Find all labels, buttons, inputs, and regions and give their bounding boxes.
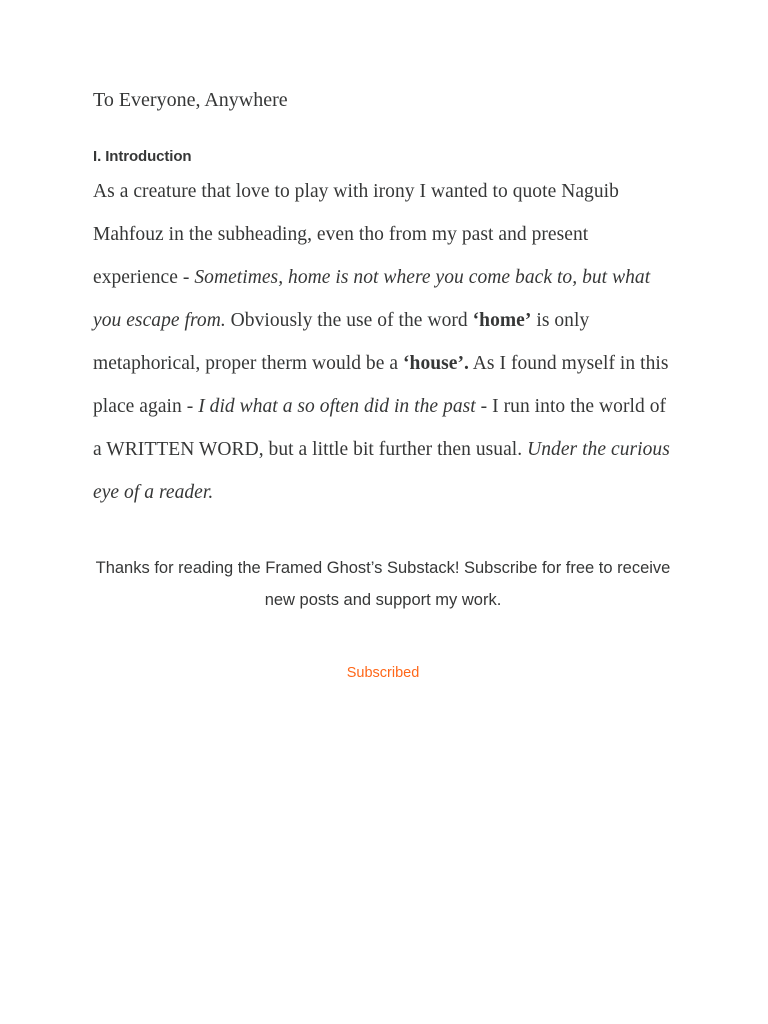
- paragraph-text: is only metaphorical, proper therm would be a: [93, 310, 590, 374]
- paragraph-text: As I found myself in this place again -: [93, 353, 669, 417]
- paragraph-bold-home: ‘home’: [472, 310, 532, 331]
- subscribe-message: Thanks for reading the Framed Ghost’s Substack! Subscribe for free to receive new posts and support my work.: [95, 559, 671, 609]
- subscribe-widget: [93, 552, 673, 683]
- section-heading: I. Introduction: [93, 148, 192, 165]
- paragraph-bold-house: ‘house’.: [403, 353, 469, 374]
- subscribed-button[interactable]: Subscribed: [346, 665, 420, 681]
- paragraph-text: Obviously the use of the word: [225, 310, 473, 331]
- intro-paragraph: [93, 170, 675, 514]
- post-body: [93, 84, 675, 514]
- post-salutation: To Everyone, Anywhere: [93, 89, 288, 111]
- paragraph-text: - I run into the world of a WRITTEN WORD, but a little bit further then usual.: [93, 396, 667, 460]
- paragraph-aside-italic: I did what a so often did in the past: [198, 396, 476, 417]
- paragraph-closing-italic: Under the curious eye of a reader.: [93, 439, 670, 503]
- paragraph-quote-italic: Sometimes, home is not where you come back to, but what you escape from.: [93, 267, 651, 331]
- paragraph-text: As a creature that love to play with irony I wanted to quote Naguib Mahfouz in the subheading, even tho from my past and present experience -: [93, 181, 619, 288]
